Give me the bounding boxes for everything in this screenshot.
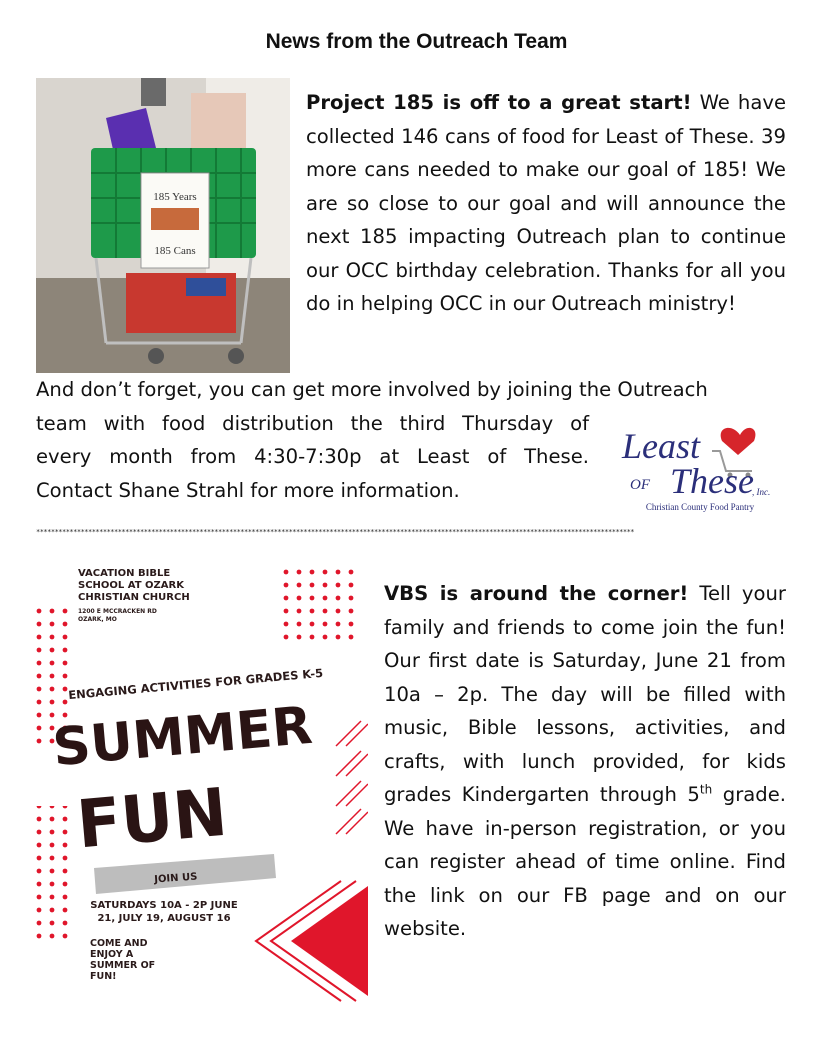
- poster-summer: SUMMER: [50, 695, 314, 779]
- join-line-4: Contact Shane Strahl for more information.: [36, 478, 460, 502]
- dot-grid-top-right: [280, 562, 360, 642]
- join-line-1: And don’t forget, you can get more involved by joining the Outreach: [36, 378, 708, 401]
- cart-illustration: [36, 78, 290, 373]
- poster-activities: ENGAGING ACTIVITIES FOR GRADES K-5: [67, 665, 324, 703]
- poster-fun: FUN: [73, 773, 235, 864]
- poster-come-line3: SUMMER OF: [90, 960, 156, 971]
- poster-address1: 1200 E MCCRACKEN RD: [78, 608, 157, 615]
- divider: *****************************************************************************************************************************************************************: [36, 528, 635, 536]
- poster-come-line2: ENJOY A: [90, 949, 134, 960]
- vbs-paragraph: [384, 577, 786, 946]
- vbs-poster: [36, 556, 368, 1006]
- poster-address2: OZARK, MO: [78, 616, 117, 623]
- logo-tagline: Christian County Food Pantry: [645, 502, 755, 512]
- project-paragraph: [306, 86, 786, 321]
- join-line-2: team with food distribution the third Thursday of: [36, 411, 589, 435]
- poster-come-line1: COME AND: [90, 938, 148, 949]
- sign-text-line1: 185 Years: [153, 191, 197, 203]
- vbs-body-2: Kindergarten through 5: [461, 783, 700, 806]
- logo-of: OF: [630, 477, 650, 493]
- sign-text-line2: 185 Cans: [154, 245, 196, 257]
- poster-org-line1: VACATION BIBLE: [78, 568, 171, 579]
- logo-least: Least: [622, 426, 701, 466]
- poster-dates-line2: 21, JULY 19, AUGUST 16: [97, 913, 231, 924]
- dot-grid-left-bottom: [36, 806, 68, 946]
- page-title: News from the Outreach Team: [265, 30, 568, 53]
- logo-these: These: [670, 461, 754, 501]
- triangle-graphic: [256, 881, 368, 1001]
- poster-join-us: JOIN US: [153, 871, 198, 886]
- vbs-body-3: grade. We have in-person registration, or you can register ahead of time online. Find the link on our FB page and on our website.: [384, 783, 786, 940]
- vbs-lead: VBS is around the corner!: [384, 582, 689, 605]
- cart-photo: [36, 78, 290, 373]
- logo-inc: , Inc.: [752, 487, 771, 497]
- poster-come-line4: FUN!: [90, 971, 117, 982]
- project-body: We have collected 146 cans of food for Least of These. 39 more cans needed to make our goal of 185! We are so close to our goal and will announce the next 185 impacting Outreach plan to continue our OCC birthday celebration. Thanks for all you do in helping OCC in our Outreach ministry!: [306, 91, 786, 315]
- least-of-these-logo: [612, 415, 787, 515]
- poster-dates-line1: SATURDAYS 10A - 2P JUNE: [90, 900, 238, 911]
- project-lead: Project 185 is off to a great start!: [306, 91, 692, 114]
- slash-lines: [336, 721, 368, 834]
- poster-org-line2: SCHOOL AT OZARK: [78, 580, 184, 591]
- join-line-3: every month from 4:30-7:30p at Least of These.: [36, 445, 589, 468]
- vbs-superscript: th: [699, 782, 713, 797]
- poster-org-line3: CHRISTIAN CHURCH: [78, 592, 190, 603]
- vbs-body-1: Tell your family and friends to come join the fun! Our first date is Saturday, June 21 from 10a – 2p. The day will be filled with music, Bible lessons, activities, and crafts, with lunch provided, for kids grades: [384, 582, 786, 806]
